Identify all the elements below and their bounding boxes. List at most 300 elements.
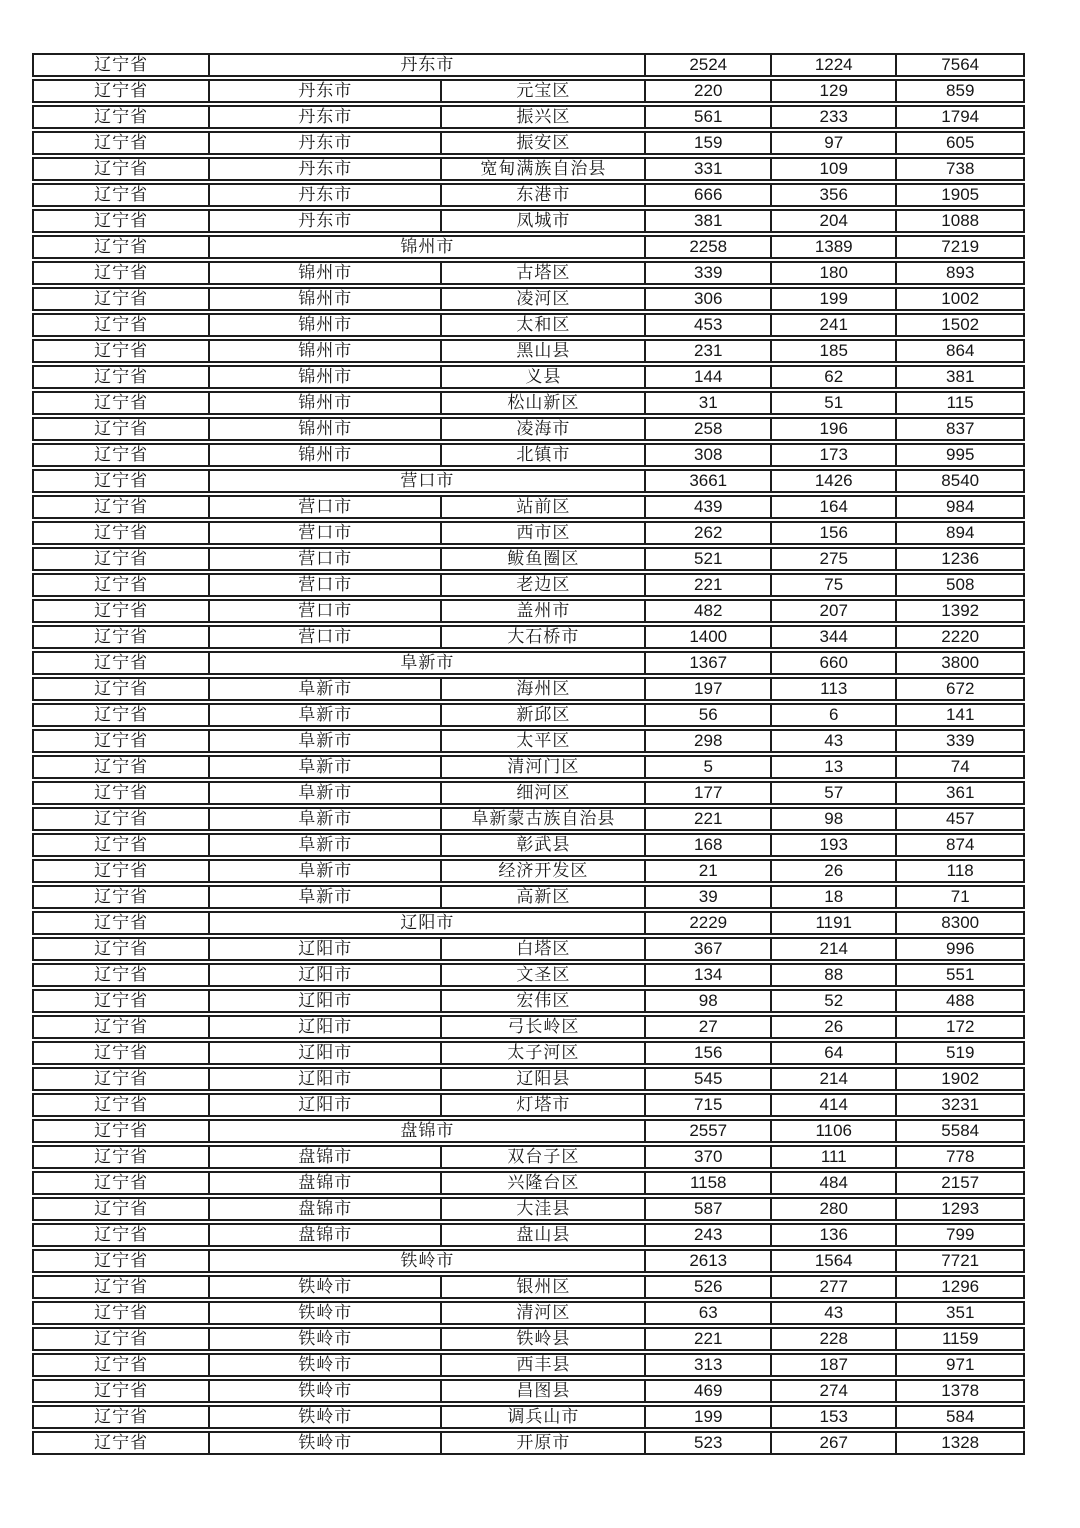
cell-value-2: 136 <box>770 1225 896 1245</box>
cell-province: 辽宁省 <box>94 133 149 152</box>
cell-city: 铁岭市 <box>208 1381 440 1401</box>
cell-value-2: 1564 <box>770 1251 896 1271</box>
cell-province: 辽宁省 <box>94 107 149 126</box>
cell-province: 辽宁省 <box>94 965 149 984</box>
cell-district: 双台子区 <box>440 1147 644 1167</box>
cell-value-2: 129 <box>770 81 896 101</box>
cell-value-3: 1794 <box>895 107 1022 127</box>
cell-district: 北镇市 <box>440 445 644 465</box>
cell-value-3: 864 <box>895 341 1022 361</box>
cell-value-1: 98 <box>644 991 770 1011</box>
cell-city: 阜新市 <box>208 835 440 855</box>
cell-value-3: 1392 <box>895 601 1022 621</box>
cell-district: 经济开发区 <box>440 861 644 881</box>
cell-city-merged: 锦州市 <box>208 237 644 257</box>
cell-value-2: 267 <box>770 1433 896 1453</box>
cell-value-3: 672 <box>895 679 1022 699</box>
cell-value-3: 996 <box>895 939 1022 959</box>
cell-value-2: 214 <box>770 939 896 959</box>
cell-value-3: 2157 <box>895 1173 1022 1193</box>
cell-city: 营口市 <box>208 523 440 543</box>
cell-district: 昌图县 <box>440 1381 644 1401</box>
cell-value-1: 27 <box>644 1017 770 1037</box>
cell-province: 辽宁省 <box>94 211 149 230</box>
cell-province: 辽宁省 <box>94 445 149 464</box>
cell-value-3: 894 <box>895 523 1022 543</box>
cell-value-1: 523 <box>644 1433 770 1453</box>
cell-value-1: 666 <box>644 185 770 205</box>
cell-value-1: 2557 <box>644 1121 770 1141</box>
cell-district: 辽阳县 <box>440 1069 644 1089</box>
table-row-district <box>32 1041 1025 1065</box>
table-row-district <box>32 495 1025 519</box>
cell-value-1: 63 <box>644 1303 770 1323</box>
cell-value-2: 187 <box>770 1355 896 1375</box>
cell-value-1: 262 <box>644 523 770 543</box>
cell-value-2: 111 <box>770 1147 896 1167</box>
cell-value-3: 2220 <box>895 627 1022 647</box>
cell-value-2: 18 <box>770 887 896 907</box>
table-row-district <box>32 365 1025 389</box>
table-row-district <box>32 573 1025 597</box>
cell-value-3: 584 <box>895 1407 1022 1427</box>
cell-value-2: 1106 <box>770 1121 896 1141</box>
cell-value-1: 3661 <box>644 471 770 491</box>
table-row-city-total <box>32 235 1025 259</box>
cell-city: 阜新市 <box>208 783 440 803</box>
cell-city: 阜新市 <box>208 861 440 881</box>
cell-value-2: 277 <box>770 1277 896 1297</box>
cell-province: 辽宁省 <box>94 1199 149 1218</box>
cell-value-3: 859 <box>895 81 1022 101</box>
cell-city: 丹东市 <box>208 185 440 205</box>
cell-city: 锦州市 <box>208 341 440 361</box>
table-row-district <box>32 1015 1025 1039</box>
cell-value-1: 39 <box>644 887 770 907</box>
cell-province: 辽宁省 <box>94 55 149 74</box>
cell-city: 锦州市 <box>208 419 440 439</box>
cell-value-3: 457 <box>895 809 1022 829</box>
cell-province: 辽宁省 <box>94 1277 149 1296</box>
cell-province: 辽宁省 <box>94 1095 149 1114</box>
cell-city: 铁岭市 <box>208 1355 440 1375</box>
cell-value-2: 280 <box>770 1199 896 1219</box>
table-row-district <box>32 1197 1025 1221</box>
cell-city: 营口市 <box>208 575 440 595</box>
cell-value-2: 660 <box>770 653 896 673</box>
cell-province: 辽宁省 <box>94 1121 149 1140</box>
cell-value-3: 995 <box>895 445 1022 465</box>
cell-value-2: 13 <box>770 757 896 777</box>
cell-city: 辽阳市 <box>208 1069 440 1089</box>
cell-city: 阜新市 <box>208 887 440 907</box>
cell-value-1: 2229 <box>644 913 770 933</box>
table-row-district <box>32 1431 1025 1455</box>
table-row-district <box>32 755 1025 779</box>
cell-district: 东港市 <box>440 185 644 205</box>
cell-value-2: 214 <box>770 1069 896 1089</box>
cell-value-3: 115 <box>895 393 1022 413</box>
table-row-district <box>32 157 1025 181</box>
cell-city: 阜新市 <box>208 679 440 699</box>
cell-city-merged: 阜新市 <box>208 653 644 673</box>
cell-value-3: 893 <box>895 263 1022 283</box>
cell-province: 辽宁省 <box>94 1381 149 1400</box>
cell-value-1: 453 <box>644 315 770 335</box>
cell-district: 彰武县 <box>440 835 644 855</box>
cell-province: 辽宁省 <box>94 549 149 568</box>
cell-province: 辽宁省 <box>94 575 149 594</box>
cell-value-2: 57 <box>770 783 896 803</box>
cell-province: 辽宁省 <box>94 653 149 672</box>
cell-value-3: 7219 <box>895 237 1022 257</box>
cell-province: 辽宁省 <box>94 809 149 828</box>
cell-province: 辽宁省 <box>94 1173 149 1192</box>
cell-province: 辽宁省 <box>94 1303 149 1322</box>
cell-district: 太和区 <box>440 315 644 335</box>
table-row-district <box>32 677 1025 701</box>
cell-district: 银州区 <box>440 1277 644 1297</box>
cell-city: 铁岭市 <box>208 1303 440 1323</box>
cell-value-1: 159 <box>644 133 770 153</box>
cell-value-1: 715 <box>644 1095 770 1115</box>
cell-city: 辽阳市 <box>208 939 440 959</box>
cell-city: 营口市 <box>208 601 440 621</box>
cell-value-2: 98 <box>770 809 896 829</box>
table-row-district <box>32 625 1025 649</box>
cell-city-merged: 铁岭市 <box>208 1251 644 1271</box>
table-row-district <box>32 1145 1025 1169</box>
cell-value-3: 1905 <box>895 185 1022 205</box>
cell-district: 黑山县 <box>440 341 644 361</box>
cell-value-1: 221 <box>644 809 770 829</box>
cell-city: 锦州市 <box>208 315 440 335</box>
cell-value-3: 5584 <box>895 1121 1022 1141</box>
cell-value-3: 738 <box>895 159 1022 179</box>
cell-province: 辽宁省 <box>94 679 149 698</box>
cell-province: 辽宁省 <box>94 237 149 256</box>
cell-value-3: 74 <box>895 757 1022 777</box>
cell-district: 调兵山市 <box>440 1407 644 1427</box>
table-row-district <box>32 1379 1025 1403</box>
cell-value-3: 1296 <box>895 1277 1022 1297</box>
cell-value-1: 2258 <box>644 237 770 257</box>
cell-value-3: 381 <box>895 367 1022 387</box>
cell-value-2: 1224 <box>770 55 896 75</box>
cell-district: 清河门区 <box>440 757 644 777</box>
cell-province: 辽宁省 <box>94 601 149 620</box>
cell-province: 辽宁省 <box>94 1355 149 1374</box>
table-row-district <box>32 1405 1025 1429</box>
cell-city: 丹东市 <box>208 81 440 101</box>
cell-value-3: 1088 <box>895 211 1022 231</box>
cell-value-3: 488 <box>895 991 1022 1011</box>
cell-city: 营口市 <box>208 549 440 569</box>
cell-district: 灯塔市 <box>440 1095 644 1115</box>
cell-value-2: 1389 <box>770 237 896 257</box>
cell-value-1: 521 <box>644 549 770 569</box>
cell-value-2: 196 <box>770 419 896 439</box>
cell-value-1: 243 <box>644 1225 770 1245</box>
table-row-district <box>32 937 1025 961</box>
cell-value-3: 799 <box>895 1225 1022 1245</box>
cell-value-3: 519 <box>895 1043 1022 1063</box>
province-statistics-table <box>32 53 1025 1457</box>
cell-value-1: 561 <box>644 107 770 127</box>
cell-value-3: 874 <box>895 835 1022 855</box>
cell-city: 营口市 <box>208 497 440 517</box>
cell-value-3: 1328 <box>895 1433 1022 1453</box>
cell-city: 阜新市 <box>208 809 440 829</box>
cell-value-3: 1236 <box>895 549 1022 569</box>
cell-district: 站前区 <box>440 497 644 517</box>
cell-value-2: 356 <box>770 185 896 205</box>
cell-province: 辽宁省 <box>94 861 149 880</box>
cell-province: 辽宁省 <box>94 1225 149 1244</box>
table-row-district <box>32 807 1025 831</box>
cell-district: 宽甸满族自治县 <box>440 159 644 179</box>
cell-province: 辽宁省 <box>94 731 149 750</box>
cell-city: 锦州市 <box>208 367 440 387</box>
cell-value-1: 134 <box>644 965 770 985</box>
cell-district: 凌河区 <box>440 289 644 309</box>
cell-city: 阜新市 <box>208 731 440 751</box>
cell-value-1: 306 <box>644 289 770 309</box>
cell-district: 宏伟区 <box>440 991 644 1011</box>
cell-value-2: 1191 <box>770 913 896 933</box>
cell-province: 辽宁省 <box>94 1147 149 1166</box>
cell-value-3: 837 <box>895 419 1022 439</box>
cell-province: 辽宁省 <box>94 81 149 100</box>
table-row-city-total <box>32 911 1025 935</box>
table-row-district <box>32 885 1025 909</box>
cell-value-1: 339 <box>644 263 770 283</box>
cell-value-1: 367 <box>644 939 770 959</box>
cell-value-3: 8300 <box>895 913 1022 933</box>
cell-value-3: 361 <box>895 783 1022 803</box>
cell-city: 盘锦市 <box>208 1173 440 1193</box>
cell-value-1: 2524 <box>644 55 770 75</box>
cell-province: 辽宁省 <box>94 627 149 646</box>
table-row-district <box>32 105 1025 129</box>
cell-district: 古塔区 <box>440 263 644 283</box>
cell-city: 丹东市 <box>208 211 440 231</box>
cell-value-1: 331 <box>644 159 770 179</box>
cell-district: 白塔区 <box>440 939 644 959</box>
cell-district: 兴隆台区 <box>440 1173 644 1193</box>
cell-city: 铁岭市 <box>208 1433 440 1453</box>
cell-value-2: 173 <box>770 445 896 465</box>
cell-value-2: 233 <box>770 107 896 127</box>
cell-value-1: 231 <box>644 341 770 361</box>
cell-value-2: 153 <box>770 1407 896 1427</box>
table-row-district <box>32 1301 1025 1325</box>
cell-province: 辽宁省 <box>94 887 149 906</box>
cell-district: 松山新区 <box>440 393 644 413</box>
cell-value-1: 381 <box>644 211 770 231</box>
cell-province: 辽宁省 <box>94 913 149 932</box>
cell-district: 铁岭县 <box>440 1329 644 1349</box>
cell-value-3: 3800 <box>895 653 1022 673</box>
cell-value-3: 118 <box>895 861 1022 881</box>
table-row-district <box>32 1223 1025 1247</box>
cell-district: 清河区 <box>440 1303 644 1323</box>
cell-district: 海州区 <box>440 679 644 699</box>
cell-city: 锦州市 <box>208 263 440 283</box>
cell-city: 盘锦市 <box>208 1199 440 1219</box>
cell-district: 新邱区 <box>440 705 644 725</box>
cell-value-1: 1158 <box>644 1173 770 1193</box>
cell-district: 细河区 <box>440 783 644 803</box>
cell-value-2: 26 <box>770 1017 896 1037</box>
cell-district: 西丰县 <box>440 1355 644 1375</box>
table-row-district <box>32 1275 1025 1299</box>
table-row-district <box>32 391 1025 415</box>
cell-value-1: 199 <box>644 1407 770 1427</box>
table-row-district <box>32 183 1025 207</box>
cell-value-3: 605 <box>895 133 1022 153</box>
cell-district: 盖州市 <box>440 601 644 621</box>
cell-city: 铁岭市 <box>208 1407 440 1427</box>
cell-district: 盘山县 <box>440 1225 644 1245</box>
cell-value-2: 62 <box>770 367 896 387</box>
cell-value-1: 439 <box>644 497 770 517</box>
cell-value-1: 1400 <box>644 627 770 647</box>
cell-province: 辽宁省 <box>94 757 149 776</box>
cell-city: 丹东市 <box>208 159 440 179</box>
cell-province: 辽宁省 <box>94 289 149 308</box>
cell-province: 辽宁省 <box>94 315 149 334</box>
cell-value-2: 274 <box>770 1381 896 1401</box>
cell-district: 振兴区 <box>440 107 644 127</box>
cell-province: 辽宁省 <box>94 1069 149 1088</box>
cell-value-3: 1293 <box>895 1199 1022 1219</box>
cell-district: 元宝区 <box>440 81 644 101</box>
cell-value-3: 778 <box>895 1147 1022 1167</box>
cell-value-2: 88 <box>770 965 896 985</box>
cell-value-3: 141 <box>895 705 1022 725</box>
cell-city: 辽阳市 <box>208 1043 440 1063</box>
cell-value-1: 313 <box>644 1355 770 1375</box>
cell-value-3: 1902 <box>895 1069 1022 1089</box>
cell-value-3: 7721 <box>895 1251 1022 1271</box>
cell-province: 辽宁省 <box>94 783 149 802</box>
cell-province: 辽宁省 <box>94 1251 149 1270</box>
table-row-city-total <box>32 469 1025 493</box>
cell-district: 鲅鱼圈区 <box>440 549 644 569</box>
cell-province: 辽宁省 <box>94 1017 149 1036</box>
cell-value-1: 526 <box>644 1277 770 1297</box>
cell-value-3: 172 <box>895 1017 1022 1037</box>
cell-province: 辽宁省 <box>94 1043 149 1062</box>
cell-value-1: 221 <box>644 575 770 595</box>
cell-city: 铁岭市 <box>208 1329 440 1349</box>
cell-city: 辽阳市 <box>208 1017 440 1037</box>
cell-value-2: 26 <box>770 861 896 881</box>
cell-value-2: 484 <box>770 1173 896 1193</box>
cell-value-2: 241 <box>770 315 896 335</box>
cell-province: 辽宁省 <box>94 523 149 542</box>
table-row-city-total <box>32 53 1025 77</box>
cell-value-2: 199 <box>770 289 896 309</box>
cell-city: 营口市 <box>208 627 440 647</box>
cell-value-2: 204 <box>770 211 896 231</box>
cell-value-1: 221 <box>644 1329 770 1349</box>
cell-city: 铁岭市 <box>208 1277 440 1297</box>
cell-province: 辽宁省 <box>94 263 149 282</box>
cell-province: 辽宁省 <box>94 991 149 1010</box>
cell-value-2: 6 <box>770 705 896 725</box>
table-row-district <box>32 521 1025 545</box>
cell-district: 义县 <box>440 367 644 387</box>
table-row-district <box>32 547 1025 571</box>
cell-value-2: 185 <box>770 341 896 361</box>
cell-value-1: 144 <box>644 367 770 387</box>
cell-value-3: 1159 <box>895 1329 1022 1349</box>
table-row-district <box>32 989 1025 1013</box>
table-row-district <box>32 1067 1025 1091</box>
cell-district: 太平区 <box>440 731 644 751</box>
cell-city: 丹东市 <box>208 133 440 153</box>
cell-value-3: 351 <box>895 1303 1022 1323</box>
table-row-city-total <box>32 1249 1025 1273</box>
cell-city-merged: 辽阳市 <box>208 913 644 933</box>
cell-province: 辽宁省 <box>94 1433 149 1452</box>
cell-value-3: 8540 <box>895 471 1022 491</box>
cell-district: 振安区 <box>440 133 644 153</box>
cell-value-1: 5 <box>644 757 770 777</box>
table-row-district <box>32 1353 1025 1377</box>
table-row-district <box>32 1327 1025 1351</box>
cell-district: 弓长岭区 <box>440 1017 644 1037</box>
cell-value-1: 31 <box>644 393 770 413</box>
cell-value-1: 56 <box>644 705 770 725</box>
cell-city: 丹东市 <box>208 107 440 127</box>
cell-district: 阜新蒙古族自治县 <box>440 809 644 829</box>
cell-value-1: 156 <box>644 1043 770 1063</box>
cell-province: 辽宁省 <box>94 419 149 438</box>
cell-value-1: 2613 <box>644 1251 770 1271</box>
cell-value-2: 43 <box>770 1303 896 1323</box>
cell-province: 辽宁省 <box>94 835 149 854</box>
cell-district: 凌海市 <box>440 419 644 439</box>
cell-value-1: 482 <box>644 601 770 621</box>
table-row-district <box>32 287 1025 311</box>
cell-value-1: 308 <box>644 445 770 465</box>
cell-value-2: 193 <box>770 835 896 855</box>
cell-city-merged: 盘锦市 <box>208 1121 644 1141</box>
cell-value-1: 258 <box>644 419 770 439</box>
cell-district: 凤城市 <box>440 211 644 231</box>
table-row-district <box>32 1171 1025 1195</box>
cell-value-2: 414 <box>770 1095 896 1115</box>
table-row-district <box>32 703 1025 727</box>
cell-city: 锦州市 <box>208 289 440 309</box>
cell-value-1: 545 <box>644 1069 770 1089</box>
cell-city: 锦州市 <box>208 393 440 413</box>
cell-city: 阜新市 <box>208 757 440 777</box>
cell-value-3: 984 <box>895 497 1022 517</box>
table-row-district <box>32 313 1025 337</box>
cell-value-2: 207 <box>770 601 896 621</box>
cell-city: 盘锦市 <box>208 1147 440 1167</box>
cell-city-merged: 营口市 <box>208 471 644 491</box>
cell-province: 辽宁省 <box>94 497 149 516</box>
cell-value-2: 344 <box>770 627 896 647</box>
cell-value-1: 469 <box>644 1381 770 1401</box>
cell-value-3: 1378 <box>895 1381 1022 1401</box>
cell-value-2: 43 <box>770 731 896 751</box>
